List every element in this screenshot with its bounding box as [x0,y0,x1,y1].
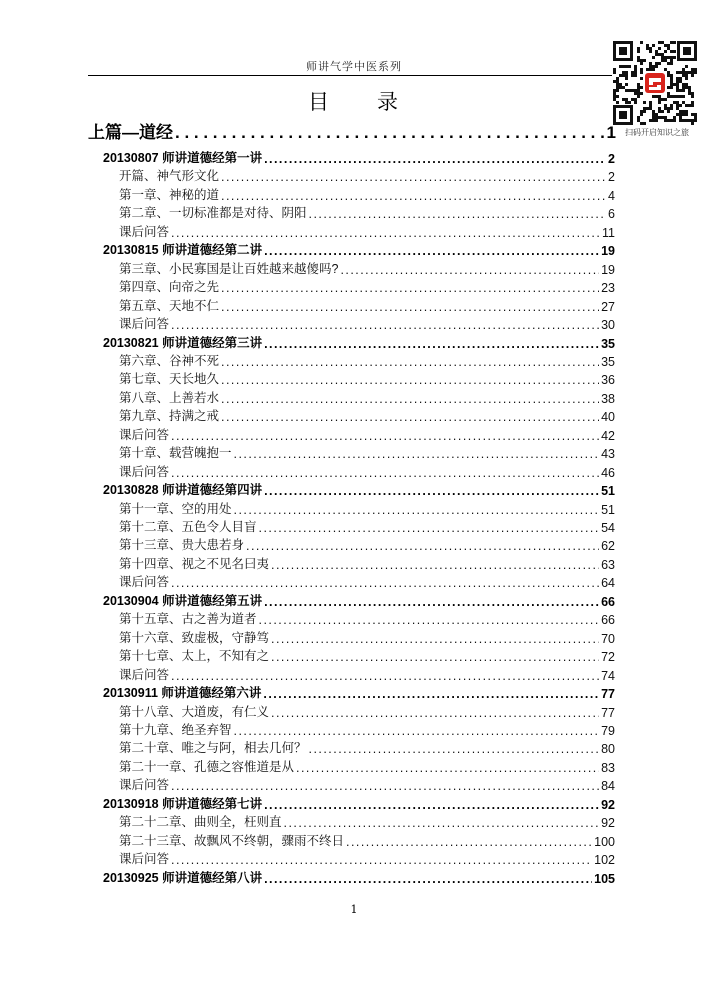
toc-entry-title: 第二十一章、孔德之容惟道是从 [119,759,295,774]
toc-leader-dots [221,392,599,406]
toc-chapter-entry[interactable] [119,849,615,867]
toc-entry-title: 第二十章、唯之与阿，相去几何？ [119,741,307,756]
toc-chapter-entry[interactable] [119,462,615,480]
toc-entry-title: 第十一章、空的用处 [119,501,232,516]
toc-chapter-entry[interactable] [119,757,615,775]
toc-entry-page: 77 [601,687,615,702]
toc-lecture-entry[interactable] [103,333,615,351]
toc-leader-dots [259,613,600,627]
toc-entry-page: 19 [601,262,615,277]
toc-leader-dots [221,170,606,184]
toc-entry-title: 第十四章、视之不见名曰夷 [119,556,270,571]
toc-chapter-entry[interactable] [119,351,615,369]
toc-leader-dots [284,816,600,830]
toc-entry-title: 课后问答 [119,427,170,442]
toc-leader-dots [263,687,599,701]
toc-entry-title: 20130904 师讲道德经第五讲 [103,593,263,608]
toc-entry-page: 84 [601,779,615,794]
toc-leader-dots [309,207,607,221]
toc-leader-dots [171,576,599,590]
toc-entry-title: 20130821 师讲道德经第三讲 [103,335,263,350]
toc-entry-title: 20130815 师讲道德经第二讲 [103,243,263,258]
toc-entry-title: 课后问答 [119,317,170,332]
toc-leader-dots [171,466,599,480]
toc-entry-title: 第七章、天长地久 [119,372,220,387]
toc-entry-page: 40 [601,410,615,425]
toc-chapter-entry[interactable] [119,499,615,517]
toc-entry-title: 上篇—道经 [88,123,173,142]
toc-chapter-entry[interactable] [119,628,615,646]
toc-chapter-entry[interactable] [119,277,615,295]
toc-chapter-entry[interactable] [119,185,615,203]
toc-entry-title: 课后问答 [119,778,170,793]
toc-entry-title: 课后问答 [119,667,170,682]
toc-leader-dots [340,263,599,277]
toc-leader-dots [234,724,600,738]
toc-entry-page: 4 [608,188,615,203]
toc-entry-page: 66 [601,594,615,609]
toc-entry-page: 92 [601,816,615,831]
toc-lecture-entry[interactable] [103,683,615,701]
toc-entry-page: 36 [601,373,615,388]
toc-chapter-entry[interactable] [119,406,615,424]
toc-chapter-entry[interactable] [119,665,615,683]
toc-leader-dots [271,558,599,572]
toc-leader-dots [259,521,600,535]
toc-leader-dots [221,373,599,387]
toc-entry-page: 72 [601,650,615,665]
toc-entry-title: 20130925 师讲道德经第八讲 [103,870,263,885]
toc-entry-page: 80 [601,742,615,757]
toc-chapter-entry[interactable] [119,517,615,535]
toc-leader-dots [271,706,599,720]
toc-leader-dots [246,539,599,553]
toc-chapter-entry[interactable] [119,702,615,720]
toc-entry-title: 第四章、向帝之先 [119,280,220,295]
toc-entry-page: 46 [601,465,615,480]
toc-lecture-entry[interactable] [103,794,615,812]
toc-chapter-entry[interactable] [119,609,615,627]
toc-lecture-entry[interactable] [103,591,615,609]
toc-entry-title: 第十二章、五色令人目盲 [119,520,257,534]
toc-chapter-entry[interactable] [119,812,615,830]
toc-leader-dots [264,484,599,498]
toc-chapter-entry[interactable] [119,443,615,461]
toc-entry-page: 100 [594,834,615,849]
toc-leader-dots [271,650,599,664]
toc-leader-dots [309,742,600,756]
toc-entry-page: 42 [601,428,615,443]
toc-leader-dots [234,503,600,517]
toc-entry-title: 第二十二章、曲则全，枉则直 [119,815,282,830]
toc-chapter-entry[interactable] [119,831,615,849]
header-series-title: 师讲气学中医系列 [306,60,402,73]
toc-leader-dots [346,835,592,849]
toc-chapter-entry[interactable] [119,166,615,184]
toc-entry-page: 30 [601,318,615,333]
toc-entry-page: 35 [601,354,615,369]
toc-leader-dots [271,632,599,646]
toc-entry-title: 课后问答 [119,464,170,479]
toc-chapter-entry[interactable] [119,388,615,406]
toc-chapter-entry[interactable] [119,203,615,221]
toc-entry-title: 20130911 师讲道德经第六讲 [103,686,262,701]
toc-entry-page: 105 [594,871,615,886]
qr-caption: 扫码开启知识之旅 [625,128,689,137]
toc-entry-title: 课后问答 [119,575,170,590]
toc-entry-title: 开篇、神气形文化 [119,169,220,184]
toc-chapter-entry[interactable] [119,314,615,332]
toc-entry-title: 第十七章、太上，不知有之 [119,649,270,664]
toc-entry-title: 第十三章、贵大患若身 [119,538,245,553]
toc-leader-dots [221,189,606,203]
toc-entry-page: 66 [601,613,615,628]
toc-entry-page: 38 [601,391,615,406]
toc-chapter-entry[interactable] [119,296,615,314]
toc-entry-page: 51 [601,502,615,517]
toc-entry-title: 第五章、天地不仁 [119,298,220,313]
page-number: 1 [350,903,358,916]
toc-entry-page: 79 [601,723,615,738]
toc-chapter-entry[interactable] [119,222,615,240]
toc-entry-page: 70 [601,631,615,646]
toc-entry-page: 6 [608,207,615,222]
toc-leader-dots [171,226,600,240]
header-divider [88,75,616,76]
toc-entry-title: 第十九章、绝圣弃智 [119,722,232,737]
toc-leader-dots [175,123,605,143]
toc-entry-page: 1 [606,123,616,142]
toc-chapter-entry[interactable] [119,646,615,664]
toc-entry-page: 83 [601,760,615,775]
toc-chapter-entry[interactable] [119,720,615,738]
toc-entry-title: 第一章、神秘的道 [119,187,220,202]
toc-leader-dots [234,447,600,461]
toc-leader-dots [171,318,599,332]
toc-leader-dots [221,300,599,314]
toc-entry-page: 35 [601,336,615,351]
toc-leader-dots [221,281,599,295]
toc-lecture-entry[interactable] [103,148,615,166]
toc-chapter-entry[interactable] [119,425,615,443]
toc-entry-page: 63 [601,557,615,572]
toc-entry-title: 第三章、小民寡国是让百姓越来越傻吗? [119,261,339,276]
toc-entry-title: 20130918 师讲道德经第七讲 [103,796,263,811]
toc-entry-title: 第十八章、大道废，有仁义 [119,704,270,719]
toc-entry-page: 102 [594,853,615,868]
toc-leader-dots [171,853,592,867]
toc-entry-page: 43 [601,447,615,462]
toc-entry-page: 54 [601,521,615,535]
toc-entry-title: 第二章、一切标准都是对待、阴阳 [119,206,307,221]
toc-leader-dots [221,410,599,424]
toc-leader-dots [296,761,599,775]
toc-leader-dots [264,798,599,812]
toc-heading-char-2: 录 [377,90,400,114]
toc-chapter-entry[interactable] [119,738,615,756]
toc-entry-title: 课后问答 [119,224,170,239]
toc-leader-dots [221,355,599,369]
toc-entry-page: 62 [601,539,615,554]
toc-leader-dots [171,779,599,793]
toc-chapter-entry[interactable] [119,775,615,793]
toc-part-entry[interactable] [88,123,616,143]
toc-entry-page: 27 [601,299,615,314]
toc-entry-page: 2 [608,152,615,166]
toc-entry-page: 11 [602,225,615,240]
toc-entry-title: 20130807 师讲道德经第一讲 [103,151,263,165]
toc-entry-title: 第十五章、古之善为道者 [119,612,257,627]
toc-leader-dots [171,669,599,683]
toc-entry-title: 20130828 师讲道德经第四讲 [103,483,263,498]
toc-entry-title: 第六章、谷神不死 [119,353,220,368]
toc-entry-title: 第二十三章、故飘风不终朝，骤雨不终日 [119,833,345,848]
toc-entry-title: 第十六章、致虚极，守静笃 [119,630,270,645]
toc-leader-dots [171,429,599,443]
toc-entry-page: 23 [601,281,615,296]
toc-heading [0,86,708,116]
toc-entry-title: 第八章、上善若水 [119,390,220,405]
toc-lecture-entry[interactable] [103,868,615,886]
toc-leader-dots [264,337,599,351]
toc-chapter-entry[interactable] [119,554,615,572]
toc-chapter-entry[interactable] [119,259,615,277]
toc-entry-page: 77 [601,705,615,720]
toc-leader-dots [264,872,592,886]
toc-leader-dots [264,152,606,166]
toc-chapter-entry[interactable] [119,369,615,387]
toc-entry-page: 74 [601,668,615,683]
toc-lecture-entry[interactable] [103,480,615,498]
toc-entry-page: 2 [608,170,615,185]
toc-heading-char-1: 目 [308,90,331,114]
toc-chapter-entry[interactable] [119,535,615,553]
toc-entry-page: 92 [601,797,615,812]
toc-leader-dots [264,595,599,609]
toc-entry-page: 64 [601,576,615,591]
toc-entry-title: 第十章、载营魄抱一 [119,446,232,461]
toc-entry-title: 课后问答 [119,852,170,867]
toc-leader-dots [264,244,599,258]
toc-chapter-entry[interactable] [119,572,615,590]
toc-entry-title: 第九章、持满之戒 [119,409,220,424]
toc-lecture-entry[interactable] [103,240,615,258]
toc-entry-page: 51 [601,484,615,499]
toc-entry-page: 19 [601,244,615,259]
